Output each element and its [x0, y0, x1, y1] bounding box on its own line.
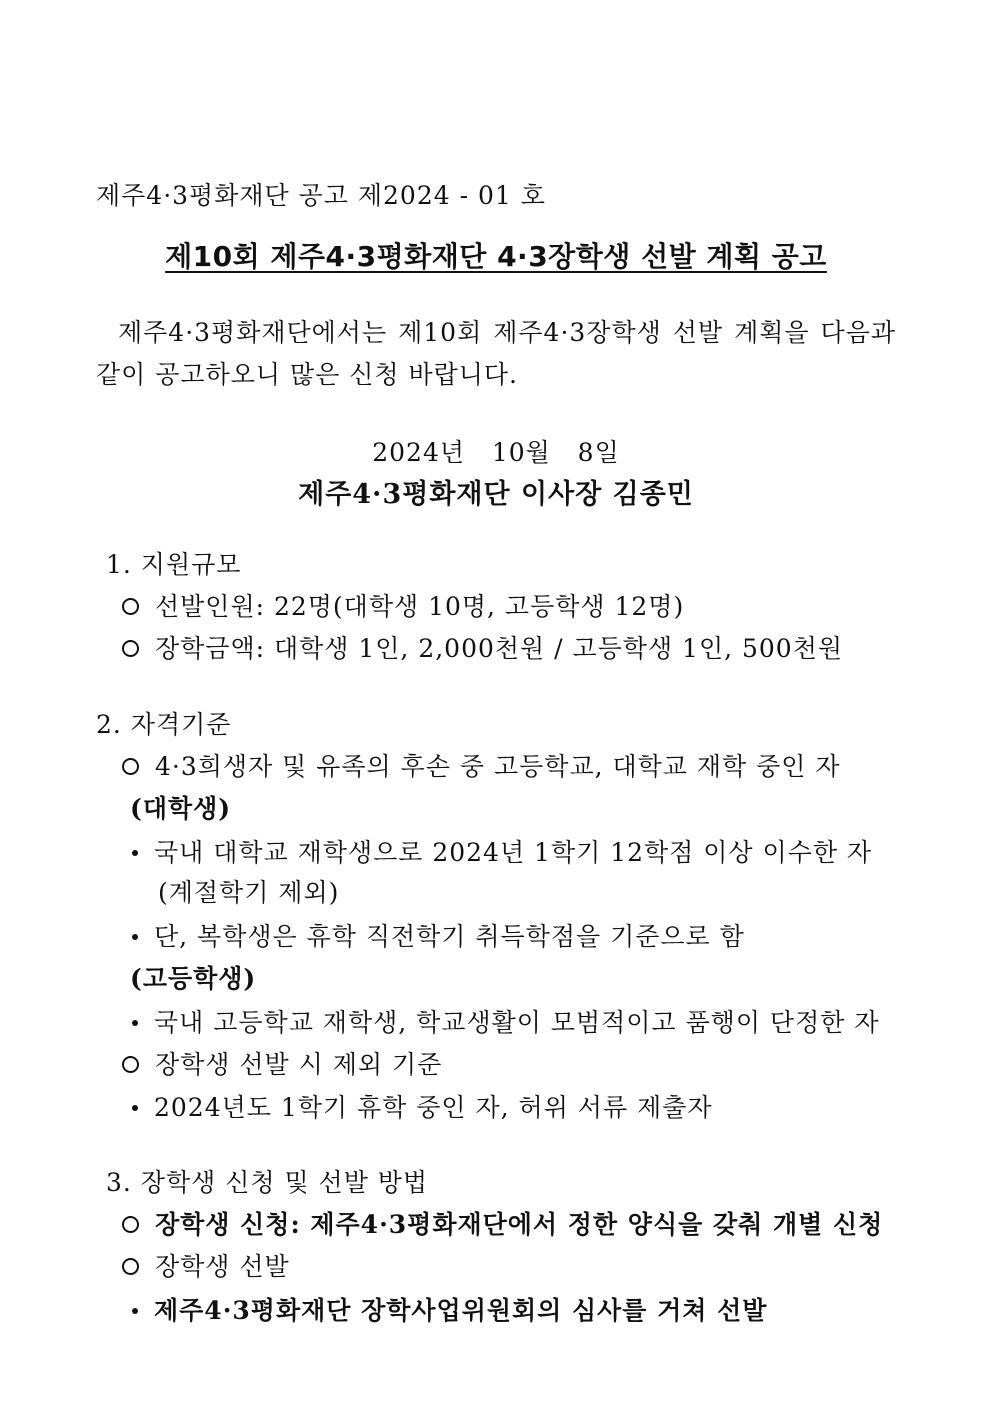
signatory: 제주4·3평화재단 이사장 김종민	[298, 479, 694, 510]
item-text: 장학생 선발 시 제외 기준	[155, 1050, 443, 1079]
intro-line-2: 같이 공고하오니 많은 신청 바랍니다.	[96, 360, 518, 389]
bullet-text: 제주4·3평화재단 장학사업위원회의 심사를 거쳐 선발	[154, 1296, 768, 1325]
bullet-text: 2024년도 1학기 휴학 중인 자, 허위 서류 제출자	[154, 1093, 713, 1122]
bullet-text: 국내 대학교 재학생으로 2024년 1학기 12학점 이상 이수한 자	[154, 838, 873, 867]
dot-bullet-icon	[132, 850, 138, 856]
dot-bullet-icon	[132, 1020, 138, 1026]
section-1-item	[122, 592, 684, 622]
notice-number: 제주4·3평화재단 공고 제2024 - 01 호	[96, 181, 546, 210]
section-3-item	[122, 1252, 290, 1282]
dot-bullet-icon	[132, 1308, 138, 1314]
bullet-text: 국내 고등학교 재학생, 학교생활이 모범적이고 품행이 단정한 자	[154, 1008, 880, 1037]
item-text: 장학생 신청: 제주4·3평화재단에서 정한 양식을 갖춰 개별 신청	[155, 1210, 884, 1239]
section-3-heading: 3. 장학생 신청 및 선발 방법	[106, 1168, 429, 1197]
circle-bullet-icon	[122, 758, 139, 775]
item-text: 선발인원: 22명(대학생 10명, 고등학생 12명)	[155, 592, 685, 621]
intro-line-1: 제주4·3평화재단에서는 제10회 제주4·3장학생 선발 계획을 다음과	[118, 318, 896, 347]
highschool-label: (고등학생)	[130, 964, 257, 993]
university-label: (대학생)	[130, 794, 232, 823]
section-1-heading: 1. 지원규모	[106, 550, 242, 579]
dot-bullet-icon	[132, 1105, 138, 1111]
circle-bullet-icon	[122, 598, 139, 615]
item-text: 장학생 선발	[155, 1252, 290, 1281]
exclusion-bullet	[132, 1093, 713, 1123]
bullet-text: 단, 복학생은 휴학 직전학기 취득학점을 기준으로 함	[154, 922, 745, 951]
circle-bullet-icon	[122, 1056, 139, 1073]
item-text: 4·3희생자 및 유족의 후손 중 고등학교, 대학교 재학 중인 자	[155, 752, 841, 781]
highschool-bullet	[132, 1008, 879, 1038]
section-3-item	[122, 1210, 883, 1240]
item-text: 장학금액: 대학생 1인, 2,000천원 / 고등학생 1인, 500천원	[155, 634, 844, 663]
university-bullet-continuation: (계절학기 제외)	[158, 878, 340, 907]
document-title: 제10회 제주4·3평화재단 4·3장학생 선발 계획 공고	[165, 240, 827, 273]
section-2-heading: 2. 자격기준	[96, 710, 232, 739]
section-3-bullet	[132, 1296, 767, 1326]
university-bullet	[132, 922, 745, 952]
section-2-item	[122, 752, 841, 782]
circle-bullet-icon	[122, 640, 139, 657]
university-bullet	[132, 838, 872, 868]
section-2-item	[122, 1050, 442, 1080]
notice-date: 2024년 10월 8일	[372, 438, 620, 467]
dot-bullet-icon	[132, 934, 138, 940]
section-1-item	[122, 634, 843, 664]
circle-bullet-icon	[122, 1216, 139, 1233]
circle-bullet-icon	[122, 1258, 139, 1275]
